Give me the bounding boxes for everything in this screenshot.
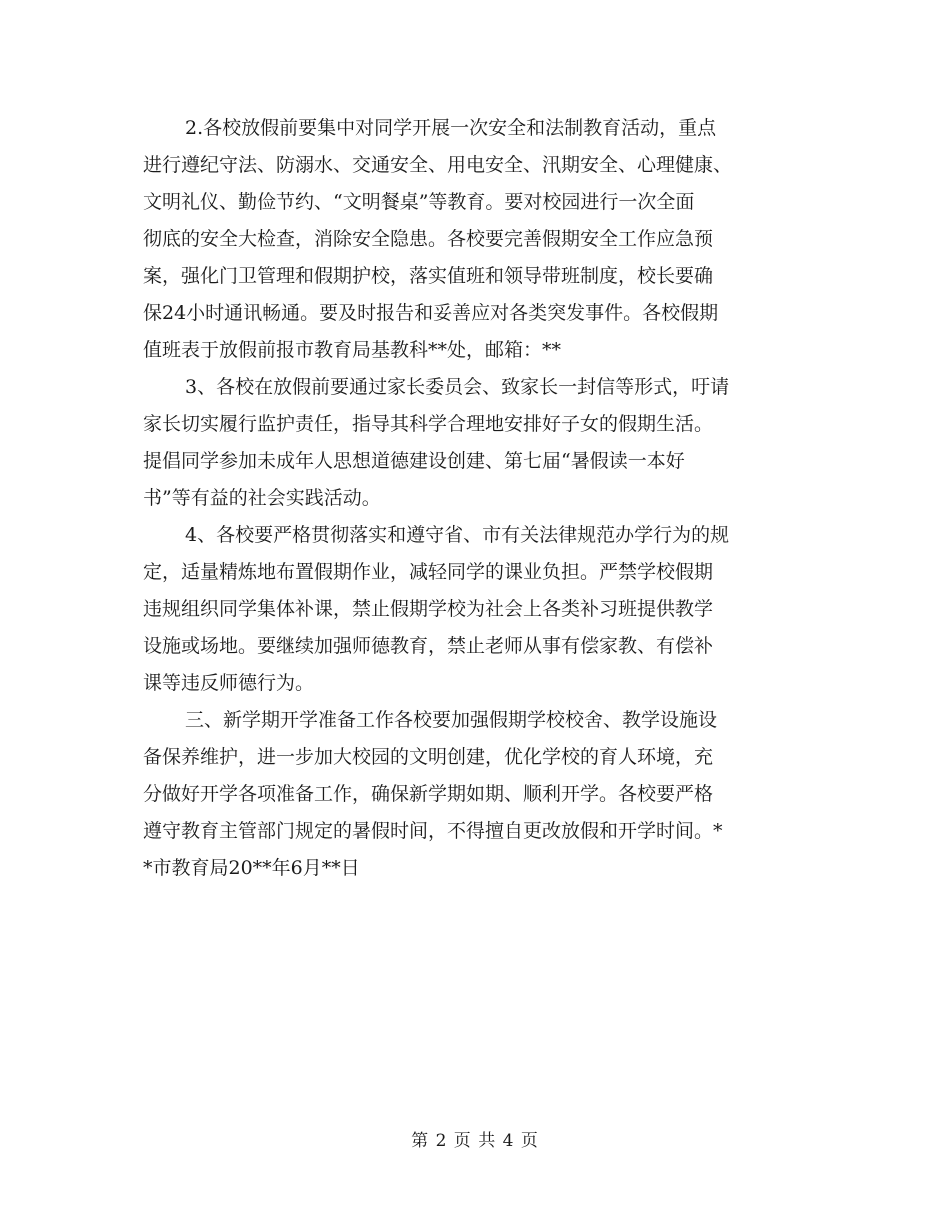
- text-line: 4、各校要严格贯彻落实和遵守省、市有关法律规范办学行为的规: [185, 524, 730, 546]
- body-text: [143, 110, 807, 887]
- text-line: 遵守教育主管部门规定的暑假时间，不得擅自更改放假和开学时间。*: [143, 820, 723, 842]
- text-line: 彻底的安全大检查，消除安全隐患。各校要完善假期安全工作应急预: [143, 228, 714, 250]
- text-line: 家长切实履行监护责任，指导其科学合理地安排好子女的假期生活。: [143, 413, 714, 435]
- text-line: 案，强化门卫管理和假期护校，落实值班和领导带班制度，校长要确: [143, 265, 714, 287]
- text-line: 3、各校在放假前要通过家长委员会、致家长一封信等形式，吁请: [185, 376, 730, 398]
- text-line: 书”等有益的社会实践活动。: [143, 487, 381, 509]
- text-line: 违规组织同学集体补课，禁止假期学校为社会上各类补习班提供教学: [143, 598, 714, 620]
- text-line: 三、新学期开学准备工作各校要加强假期学校校舍、教学设施设: [185, 709, 718, 731]
- text-line: 文明礼仪、勤俭节约、“文明餐桌”等教育。要对校园进行一次全面: [143, 191, 695, 213]
- text-line: 备保养维护，进一步加大校园的文明创建，优化学校的育人环境，充: [143, 746, 714, 768]
- text-line: 提倡同学参加未成年人思想道德建设创建、第七届“暑假读一本好: [143, 450, 685, 472]
- text-line: 分做好开学各项准备工作，确保新学期如期、顺利开学。各校要严格: [143, 783, 714, 805]
- text-line: 值班表于放假前报市教育局基教科**处，邮箱：**: [143, 339, 562, 361]
- text-line: 设施或场地。要继续加强师德教育，禁止老师从事有偿家教、有偿补: [143, 635, 714, 657]
- text-line: 定，适量精炼地布置假期作业，减轻同学的课业负担。严禁学校假期: [143, 561, 714, 583]
- text-line: 课等违反师德行为。: [143, 672, 315, 694]
- text-line: *市教育局20**年6月**日: [143, 857, 360, 879]
- page-number-footer: 第 2 页 共 4 页: [411, 1131, 539, 1151]
- text-line: 进行遵纪守法、防溺水、交通安全、用电安全、汛期安全、心理健康、: [143, 154, 733, 176]
- text-line: 2.各校放假前要集中对同学开展一次安全和法制教育活动，重点: [185, 117, 717, 139]
- text-line: 保24小时通讯畅通。要及时报告和妥善应对各类突发事件。各校假期: [143, 302, 719, 324]
